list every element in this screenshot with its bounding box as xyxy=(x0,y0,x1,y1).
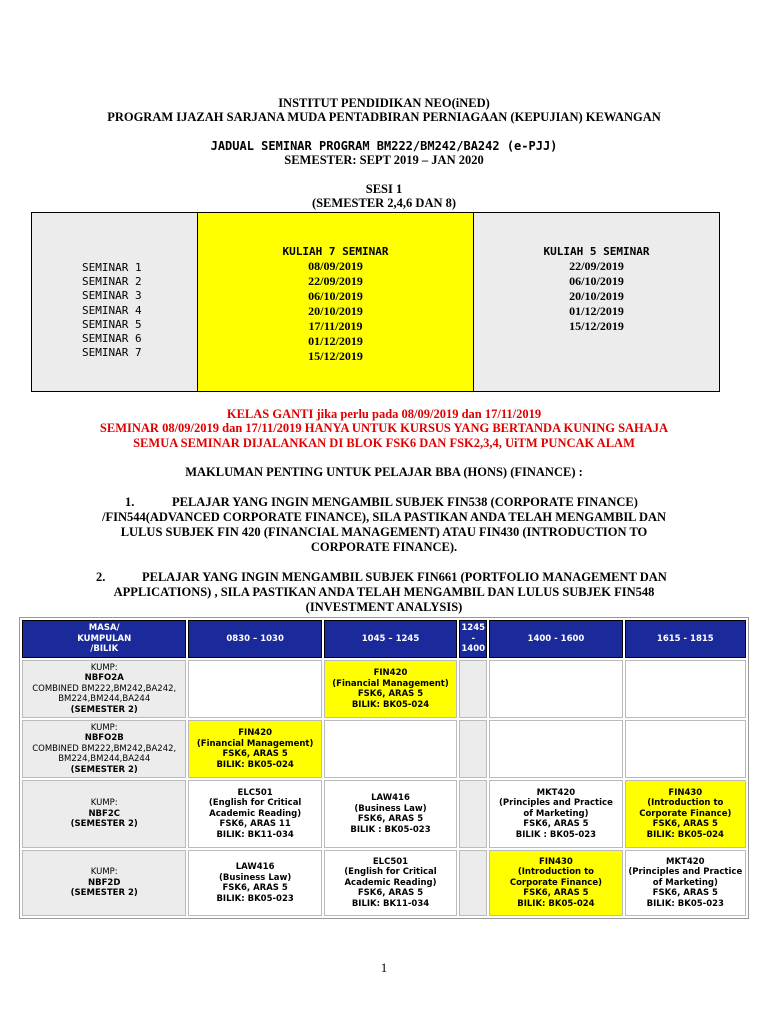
empty-cell xyxy=(188,660,321,718)
seminar-label: SEMINAR 2 xyxy=(82,275,142,289)
course-cell: FIN430 (Introduction to Corporate Finance) FSK6, ARAS 5 BILIK: BK05-024 xyxy=(489,850,622,916)
table-row xyxy=(22,850,746,916)
kuliah-7-date: 08/09/2019 xyxy=(308,259,363,273)
kuliah-7-date: 06/10/2019 xyxy=(308,289,363,303)
kuliah-5-column xyxy=(474,213,719,391)
kuliah-7-date: 17/11/2019 xyxy=(308,319,363,333)
break-cell xyxy=(459,780,487,848)
notice-venue: SEMUA SEMINAR DIJALANKAN DI BLOK FSK6 DAN FSK2,3,4, UiTM PUNCAK ALAM xyxy=(133,436,635,450)
empty-cell xyxy=(489,720,622,778)
course-cell: MKT420 (Principles and Practice of Marketing) FSK6, ARAS 5 BILIK : BK05-023 xyxy=(489,780,622,848)
kuliah-7-date: 20/10/2019 xyxy=(308,304,363,318)
kuliah-7-date: 01/12/2019 xyxy=(308,334,363,348)
seminar-label: SEMINAR 7 xyxy=(82,346,142,360)
schedule-title: JADUAL SEMINAR PROGRAM BM222/BM242/BA242 (e-PJJ) xyxy=(210,139,558,153)
course-cell: MKT420 (Principles and Practice of Marketing) FSK6, ARAS 5 BILIK: BK05-023 xyxy=(625,850,746,916)
kuliah-5-date: 01/12/2019 xyxy=(569,304,624,318)
kuliah-7-date: 22/09/2019 xyxy=(308,274,363,288)
kuliah-5-date: 15/12/2019 xyxy=(569,319,624,333)
semester-list: (SEMESTER 2,4,6 DAN 8) xyxy=(311,196,457,210)
header-masa: MASA/ KUMPULAN /BILIK xyxy=(22,620,186,658)
seminar-dates-table xyxy=(31,212,720,392)
kuliah-5-date: 22/09/2019 xyxy=(569,259,624,273)
course-cell: LAW416 (Business Law) FSK6, ARAS 5 BILIK: BK05-023 xyxy=(188,850,321,916)
course-cell: LAW416 (Business Law) FSK6, ARAS 5 BILIK : BK05-023 xyxy=(324,780,457,848)
header-slot-4: 1400 - 1600 xyxy=(489,620,622,658)
seminar-label: SEMINAR 4 xyxy=(82,303,142,317)
seminar-label: SEMINAR 6 xyxy=(82,332,142,346)
seminar-label: SEMINAR 3 xyxy=(82,289,142,303)
header-slot-1: 0830 – 1030 xyxy=(188,620,321,658)
kuliah-5-date: 20/10/2019 xyxy=(569,289,624,303)
semester-period: SEMESTER: SEPT 2019 – JAN 2020 xyxy=(284,153,484,167)
sesi-label: SESI 1 xyxy=(365,182,403,196)
point-1-number: 1. xyxy=(125,495,135,509)
seminar-label: SEMINAR 1 xyxy=(82,261,142,274)
course-cell: FIN420 (Financial Management) FSK6, ARAS 5 BILIK: BK05-024 xyxy=(324,660,457,718)
empty-cell xyxy=(489,660,622,718)
point-2-line: (INVESTMENT ANALYSIS) xyxy=(305,600,463,614)
break-cell xyxy=(459,850,487,916)
point-1-line: LULUS SUBJEK FIN 420 (FINANCIAL MANAGEMENT) ATAU FIN430 (INTRODUCTION TO xyxy=(120,525,648,539)
point-1-line: CORPORATE FINANCE). xyxy=(310,540,458,554)
break-cell xyxy=(459,720,487,778)
point-1-line: PELAJAR YANG INGIN MENGAMBIL SUBJEK FIN538 (CORPORATE FINANCE) xyxy=(172,495,638,509)
kuliah-5-date: 06/10/2019 xyxy=(569,274,624,288)
header-slot-2: 1045 – 1245 xyxy=(324,620,457,658)
kuliah-5-heading: KULIAH 5 SEMINAR xyxy=(543,245,650,258)
group-cell: KUMP: NBF2D (SEMESTER 2) xyxy=(22,850,186,916)
notice-kelas-ganti: KELAS GANTI jika perlu pada 08/09/2019 dan 17/11/2019 xyxy=(226,407,542,421)
break-cell xyxy=(459,660,487,718)
makluman-title: MAKLUMAN PENTING UNTUK PELAJAR BBA (HONS) (FINANCE) : xyxy=(185,465,583,479)
table-row xyxy=(22,660,746,718)
point-1-line: /FIN544(ADVANCED CORPORATE FINANCE), SILA PASTIKAN ANDA TELAH MENGAMBIL DAN xyxy=(101,510,667,524)
group-cell: KUMP: NBFO2A COMBINED BM222,BM242,BA242, BM224,BM244,BA244 (SEMESTER 2) xyxy=(22,660,186,718)
group-cell: KUMP: NBF2C (SEMESTER 2) xyxy=(22,780,186,848)
group-cell: KUMP: NBFO2B COMBINED BM222,BM242,BA242, BM224,BM244,BA244 (SEMESTER 2) xyxy=(22,720,186,778)
timetable xyxy=(19,617,749,919)
course-cell: ELC501 (English for Critical Academic Reading) FSK6, ARAS 5 BILIK: BK11-034 xyxy=(324,850,457,916)
seminar-labels-column xyxy=(32,213,198,391)
institute-title: INSTITUT PENDIDIKAN NEO(iNED) xyxy=(278,96,490,110)
seminar-label: SEMINAR 5 xyxy=(82,317,142,331)
timetable-header-row xyxy=(22,620,746,658)
header-break: 1245 - 1400 xyxy=(459,620,487,658)
table-row xyxy=(22,720,746,778)
point-2-line: APPLICATIONS) , SILA PASTIKAN ANDA TELAH MENGAMBIL DAN LULUS SUBJEK FIN548 xyxy=(113,585,655,599)
empty-cell xyxy=(625,660,746,718)
page-number: 1 xyxy=(380,960,388,975)
point-2-line: PELAJAR YANG INGIN MENGAMBIL SUBJEK FIN661 (PORTFOLIO MANAGEMENT DAN xyxy=(142,570,667,584)
point-2-number: 2. xyxy=(96,570,106,584)
empty-cell xyxy=(625,720,746,778)
course-cell: FIN430 (Introduction to Corporate Finance) FSK6, ARAS 5 BILIK: BK05-024 xyxy=(625,780,746,848)
program-title: PROGRAM IJAZAH SARJANA MUDA PENTADBIRAN PERNIAGAAN (KEPUJIAN) KEWANGAN xyxy=(107,110,661,124)
header-slot-5: 1615 - 1815 xyxy=(625,620,746,658)
kuliah-7-column xyxy=(198,213,474,391)
notice-yellow-courses: SEMINAR 08/09/2019 dan 17/11/2019 HANYA UNTUK KURSUS YANG BERTANDA KUNING SAHAJA xyxy=(99,421,669,435)
kuliah-7-heading: KULIAH 7 SEMINAR xyxy=(282,245,389,258)
kuliah-7-date: 15/12/2019 xyxy=(308,349,363,363)
course-cell: FIN420 (Financial Management) FSK6, ARAS 5 BILIK: BK05-024 xyxy=(188,720,321,778)
table-row xyxy=(22,780,746,848)
empty-cell xyxy=(324,720,457,778)
course-cell: ELC501 (English for Critical Academic Reading) FSK6, ARAS 11 BILIK: BK11-034 xyxy=(188,780,321,848)
